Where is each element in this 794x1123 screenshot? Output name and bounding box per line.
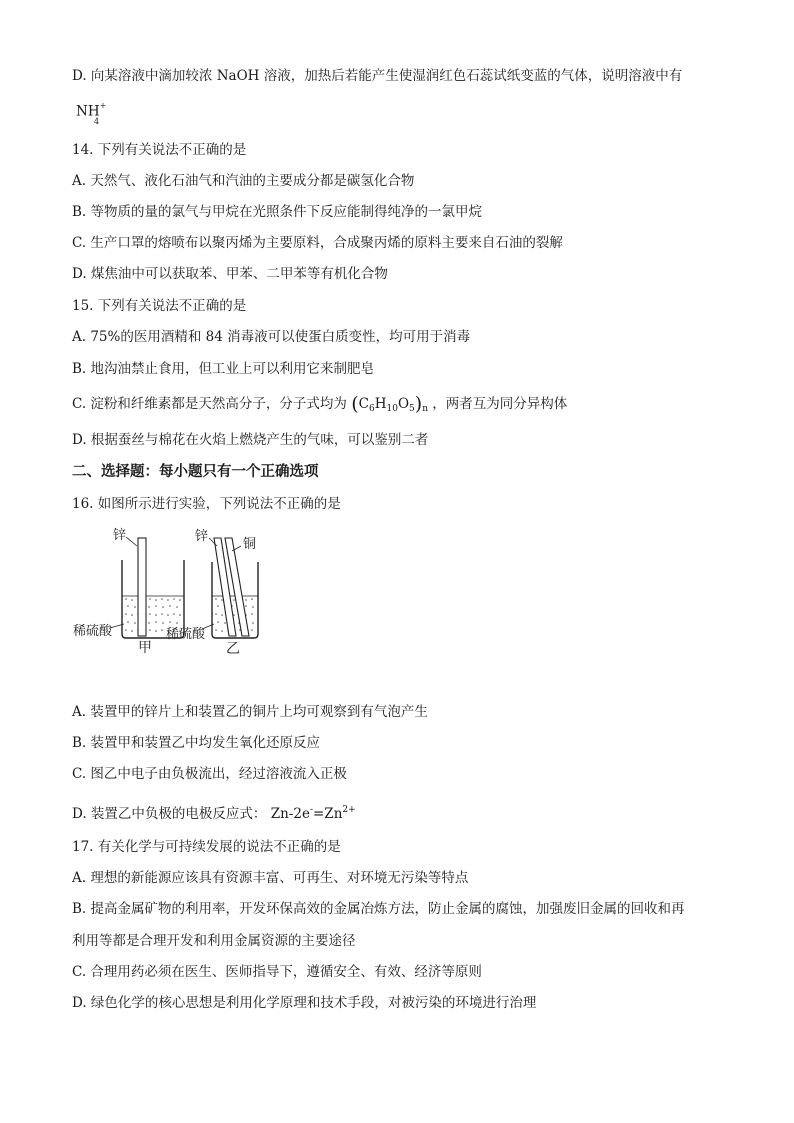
cellulose-formula: $(C_6H_{10}O_5)_n$ [351,393,428,415]
q14-option-d: D. 煤焦油中可以获取苯、甲苯、二甲苯等有机化合物 [72,266,388,282]
q16-figure [70,524,280,660]
q15-option-d: D. 根据蚕丝与棉花在火焰上燃烧产生的气味，可以鉴别二者 [72,432,429,448]
q13-ammonium-ion: NH+ 4 [76,101,107,126]
zinc-a-pointer [126,537,137,546]
q16-option-d: D. 装置乙中负极的电极反应式： $Zn-2e^-=Zn^{2+}$ [72,805,356,822]
q17-option-d: D. 绿色化学的核心思想是利用化学原理和技术手段，对被污染的环境进行治理 [72,995,537,1011]
q15-option-b: B. 地沟油禁止食用，但工业上可以利用它来制肥皂 [72,361,375,377]
q17-option-b-line2: 利用等都是合理开发和利用金属资源的主要途径 [72,933,356,949]
beaker-b [212,538,258,638]
q15-stem: 15. 下列有关说法不正确的是 [72,298,247,314]
q17-option-c: C. 合理用药必须在医生、医师指导下，遵循安全、有效、经济等原则 [72,964,482,980]
q14-option-c: C. 生产口罩的熔喷布以聚丙烯为主要原料，合成聚丙烯的原料主要来自石油的裂解 [72,235,563,251]
q17-option-b-line1: B. 提高金属矿物的利用率，开发环保高效的金属冶炼方法，防止金属的腐蚀，加强废旧金属的回收和再 [72,901,685,917]
zinc-strip-a [138,538,146,636]
section-heading: 二、选择题：每小题只有一个正确选项 [72,463,319,480]
q15-option-a: A. 75%的医用酒精和 84 消毒液可以使蛋白质变性，均可用于消毒 [72,329,471,345]
beaker-a-caption: 甲 [138,640,152,656]
q13-option-d: D. 向某溶液中滴加较浓 NaOH 溶液，加热后若能产生使湿润红色石蕊试纸变蓝的气体，说明溶液中有 [72,68,683,84]
electrode-equation: $Zn-2e^-=Zn^{2+}$ [270,805,356,822]
q14-option-a: A. 天然气、液化石油气和汽油的主要成分都是碳氢化合物 [72,173,415,189]
q17-option-a: A. 理想的新能源应该具有资源丰富、可再生、对环境无污染等特点 [72,870,469,886]
beaker-b-caption: 乙 [226,641,240,657]
q16-option-b: B. 装置甲和装置乙中均发生氧化还原反应 [72,735,321,751]
copper-label: 铜 [243,537,257,552]
zinc-a-label: 锌 [113,528,127,543]
q17-stem: 17. 有关化学与可持续发展的说法不正确的是 [72,839,341,855]
q16-stem: 16. 如图所示进行实验，下列说法不正确的是 [72,496,341,512]
acid-a-label: 稀硫酸 [73,624,113,639]
acid-b-label: 稀硫酸 [166,627,206,642]
q16-option-c: C. 图乙中电子由负极流出，经过溶液流入正极 [72,766,347,782]
zinc-b-label: 锌 [195,529,209,544]
q15-option-c: C. 淀粉和纤维素都是天然高分子，分子式均为 $(C_6H_{10}O_5)_n$ ，两者互为同分异构体 [72,393,568,415]
beaker-a [122,538,184,638]
q16-option-a: A. 装置甲的锌片上和装置乙的铜片上均可观察到有气泡产生 [72,704,428,720]
q14-stem: 14. 下列有关说法不正确的是 [72,142,247,158]
q14-option-b: B. 等物质的量的氯气与甲烷在光照条件下反应能制得纯净的一氯甲烷 [72,204,483,220]
